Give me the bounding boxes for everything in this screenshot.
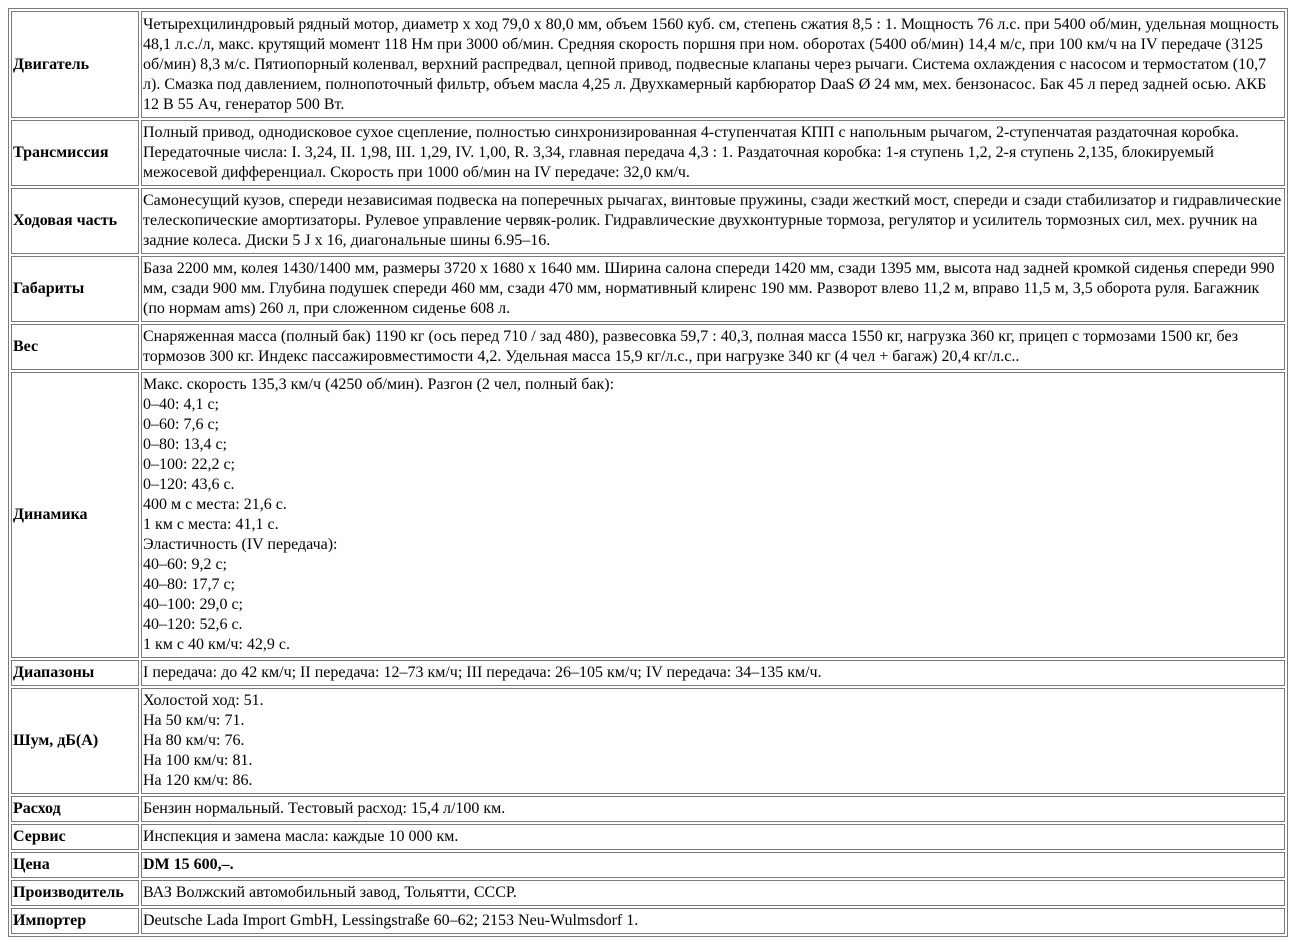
row-value: I передача: до 42 км/ч; II передача: 12–73 км/ч; III передача: 26–105 км/ч; IV передача: 34–135 км/ч.	[141, 660, 1285, 686]
noise-line: Холостой ход: 51.	[143, 692, 264, 709]
row-value: Самонесущий кузов, спереди независимая подвеска на поперечных рычагах, винтовые пружины, сзади жесткий мост, спереди и сзади стабилизатор и гидравлические телескопические амортизаторы. Рулевое управление червяк-ролик. Гидравлические двухконтурные тормоза, регулятор и усилитель тормозных сил, мех. ручник на задние колеса. Диски 5 J x 16, диагональные шины 6.95–16.	[141, 188, 1285, 254]
row-ranges	[11, 660, 1285, 686]
dynamics-line: 400 м с места: 21,6 с.	[143, 496, 287, 513]
row-importer	[11, 908, 1285, 934]
row-label: Расход	[11, 796, 139, 822]
row-value: Deutsche Lada Import GmbH, Lessingstraße 60–62; 2153 Neu-Wulmsdorf 1.	[141, 908, 1285, 934]
row-label: Ходовая часть	[11, 188, 139, 254]
row-label: Шум, дБ(А)	[11, 688, 139, 794]
row-value: ВАЗ Волжский автомобильный завод, Тольятти, СССР.	[141, 880, 1285, 906]
row-label: Вес	[11, 324, 139, 370]
row-label: Диапазоны	[11, 660, 139, 686]
specs-table	[8, 8, 1288, 937]
row-noise	[11, 688, 1285, 794]
row-label: Трансмиссия	[11, 120, 139, 186]
row-value: Бензин нормальный. Тестовый расход: 15,4 л/100 км.	[141, 796, 1285, 822]
row-weight	[11, 324, 1285, 370]
dynamics-line: 0–80: 13,4 с;	[143, 436, 227, 453]
dynamics-line: Макс. скорость 135,3 км/ч (4250 об/мин). Разгон (2 чел, полный бак):	[143, 376, 615, 393]
dynamics-line: 1 км с 40 км/ч: 42,9 с.	[143, 636, 290, 653]
row-transmission	[11, 120, 1285, 186]
noise-line: На 100 км/ч: 81.	[143, 752, 253, 769]
row-label: Производитель	[11, 880, 139, 906]
dynamics-line: 0–120: 43,6 с.	[143, 476, 235, 493]
price-value: DM 15 600,–.	[141, 852, 1285, 878]
dynamics-line: 0–100: 22,2 с;	[143, 456, 235, 473]
row-label: Импортер	[11, 908, 139, 934]
row-chassis	[11, 188, 1285, 254]
dynamics-line: 40–100: 29,0 с;	[143, 596, 243, 613]
noise-line: На 50 км/ч: 71.	[143, 712, 245, 729]
row-value: Снаряженная масса (полный бак) 1190 кг (ось перед 710 / зад 480), развесовка 59,7 : 40,3, полная масса 1550 кг, нагрузка 360 кг, прицеп с тормозами 1500 кг, без тормозов 300 кг. Индекс пассажировместимости 4,2. Удельная масса 15,9 кг/л.с., при нагрузке 340 кг (4 чел + багаж) 20,4 кг/л.с..	[141, 324, 1285, 370]
noise-line: На 120 км/ч: 86.	[143, 772, 253, 789]
row-value: Инспекция и замена масла: каждые 10 000 км.	[141, 824, 1285, 850]
dynamics-line: 40–60: 9,2 с;	[143, 556, 227, 573]
row-value-lines	[141, 688, 1285, 794]
row-manufacturer	[11, 880, 1285, 906]
dynamics-line: 0–60: 7,6 с;	[143, 416, 219, 433]
row-dynamics	[11, 372, 1285, 658]
row-price	[11, 852, 1285, 878]
row-value-lines	[141, 372, 1285, 658]
row-label: Габариты	[11, 256, 139, 322]
row-label: Двигатель	[11, 11, 139, 118]
row-label: Динамика	[11, 372, 139, 658]
row-label: Цена	[11, 852, 139, 878]
row-value: База 2200 мм, колея 1430/1400 мм, размеры 3720 x 1680 x 1640 мм. Ширина салона спереди 1420 мм, сзади 1395 мм, высота над задней кромкой сиденья спереди 990 мм, сзади 900 мм. Глубина подушек спереди 460 мм, сзади 470 мм, нормативный клиренс 190 мм. Разворот влево 11,2 м, вправо 11,5 м, 3,5 оборота руля. Багажник (по нормам ams) 260 л, при сложенном сиденье 608 л.	[141, 256, 1285, 322]
dynamics-line: Эластичность (IV передача):	[143, 536, 338, 553]
row-value: Полный привод, однодисковое сухое сцепление, полностью синхронизированная 4-ступенчатая КПП с напольным рычагом, 2-ступенчатая раздаточная коробка. Передаточные числа: I. 3,24, II. 1,98, III. 1,29, IV. 1,00, R. 3,34, главная передача 4,3 : 1. Раздаточная коробка: 1-я ступень 1,2, 2-я ступень 2,135, блокируемый межосевой дифференциал. Скорость при 1000 об/мин на IV передаче: 32,0 км/ч.	[141, 120, 1285, 186]
dynamics-line: 40–120: 52,6 с.	[143, 616, 243, 633]
dynamics-line: 40–80: 17,7 с;	[143, 576, 235, 593]
dynamics-line: 1 км с места: 41,1 с.	[143, 516, 279, 533]
row-label: Сервис	[11, 824, 139, 850]
row-service	[11, 824, 1285, 850]
row-consumption	[11, 796, 1285, 822]
row-value: Четырехцилиндровый рядный мотор, диаметр х ход 79,0 x 80,0 мм, объем 1560 куб. см, степень сжатия 8,5 : 1. Мощность 76 л.с. при 5400 об/мин, удельная мощность 48,1 л.с./л, макс. крутящий момент 118 Нм при 3000 об/мин. Средняя скорость поршня при ном. оборотах (5400 об/мин) 14,4 м/с, при 100 км/ч на IV передаче (3125 об/мин) 8,3 м/с. Пятиопорный коленвал, верхний распредвал, цепной привод, подвесные клапаны через рычаги. Система охлаждения с насосом и термостатом (10,7 л). Смазка под давлением, полнопоточный фильтр, объем масла 4,25 л. Двухкамерный карбюратор DaaS Ø 24 мм, мех. бензонасос. Бак 45 л перед задней осью. АКБ 12 В 55 Ач, генератор 500 Вт.	[141, 11, 1285, 118]
dynamics-line: 0–40: 4,1 с;	[143, 396, 219, 413]
row-engine	[11, 11, 1285, 118]
row-dimensions	[11, 256, 1285, 322]
noise-line: На 80 км/ч: 76.	[143, 732, 245, 749]
